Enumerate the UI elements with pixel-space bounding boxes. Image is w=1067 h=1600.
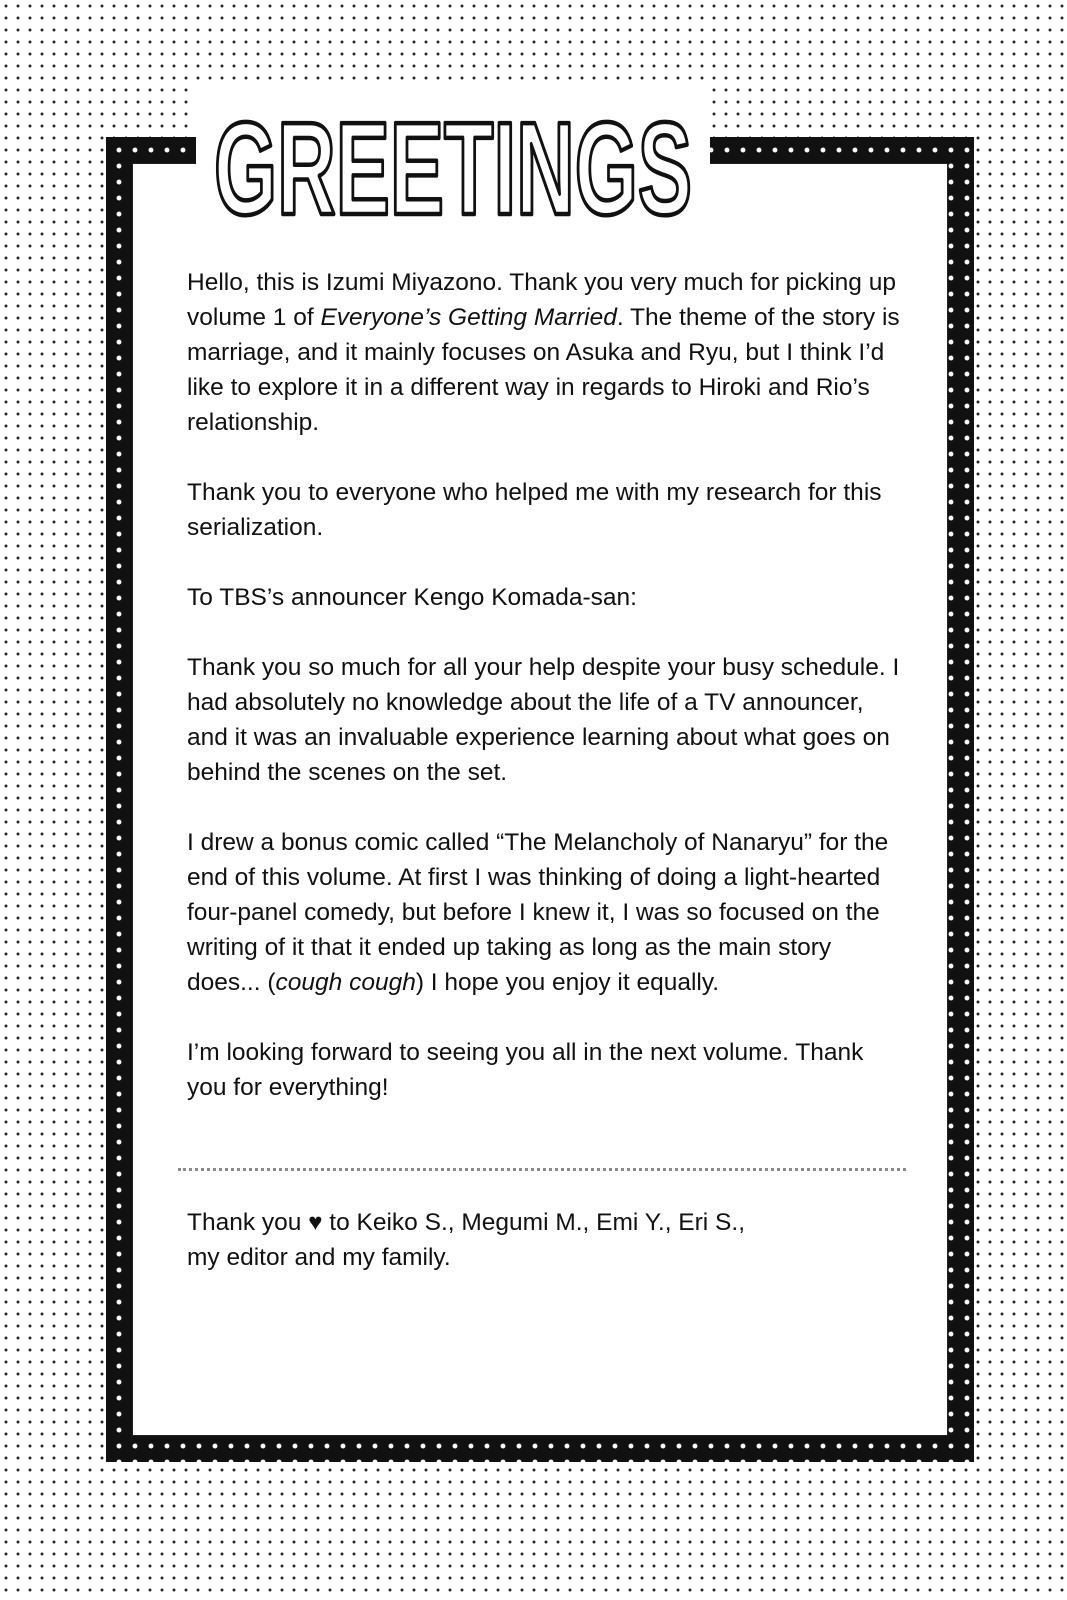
paragraph-closing: I’m looking forward to seeing you all in the next volume. Thank you for everything! — [187, 1039, 864, 1101]
paragraph-intro-text-start: Hello, this is Izumi Miyazono. Thank you very much for picking up volume 1 of — [187, 269, 896, 331]
book-title: Everyone’s Getting Married — [320, 304, 617, 331]
acknowledgements-line-1 — [187, 1205, 907, 1240]
section-divider — [178, 1168, 906, 1171]
heart-icon: ♥ — [308, 1209, 323, 1236]
paragraph-announcer-thanks: Thank you so much for all your help despite your busy schedule. I had absolutely no knowledge about the life of a TV announcer, and it was an invaluable experience learning about what goes on behind the scenes on the set. — [187, 654, 900, 786]
acknowledgements — [187, 1205, 907, 1275]
paragraph-research-thanks: Thank you to everyone who helped me with my research for this serialization. — [187, 479, 882, 541]
paragraph-intro — [187, 265, 907, 440]
acknowledgements-line-2: my editor and my family. — [187, 1244, 451, 1271]
greetings-title-graphic — [196, 86, 710, 242]
paragraph-bonus-comic — [187, 825, 907, 1000]
acknowledgements-lead: Thank you — [187, 1209, 302, 1236]
letter-body — [187, 265, 907, 1105]
paragraph-bonus-text-end: ) I hope you enjoy it equally. — [415, 969, 720, 996]
paragraph-bonus-text-start: I drew a bonus comic called “The Melancholy of Nanaryu” for the end of this volume. At first I was thinking of doing a light-hearted four-panel comedy, but before I knew it, I was so focused on the writing of it that it ended up taking as long as the main story does... ( — [187, 829, 889, 996]
acknowledgements-names: to Keiko S., Megumi M., Emi Y., Eri S., — [322, 1209, 746, 1236]
paragraph-intro-text-end: . The theme of the story is marriage, and it mainly focuses on Asuka and Ryu, but I think I’d like to explore it in a different way in regards to Hiroki and Rio’s relationship. — [187, 304, 900, 436]
cough-aside: cough cough — [275, 969, 416, 996]
paragraph-salutation: To TBS’s announcer Kengo Komada-san: — [187, 584, 637, 611]
greetings-title — [196, 86, 710, 242]
greetings-title-text: GREETINGS — [214, 95, 692, 242]
